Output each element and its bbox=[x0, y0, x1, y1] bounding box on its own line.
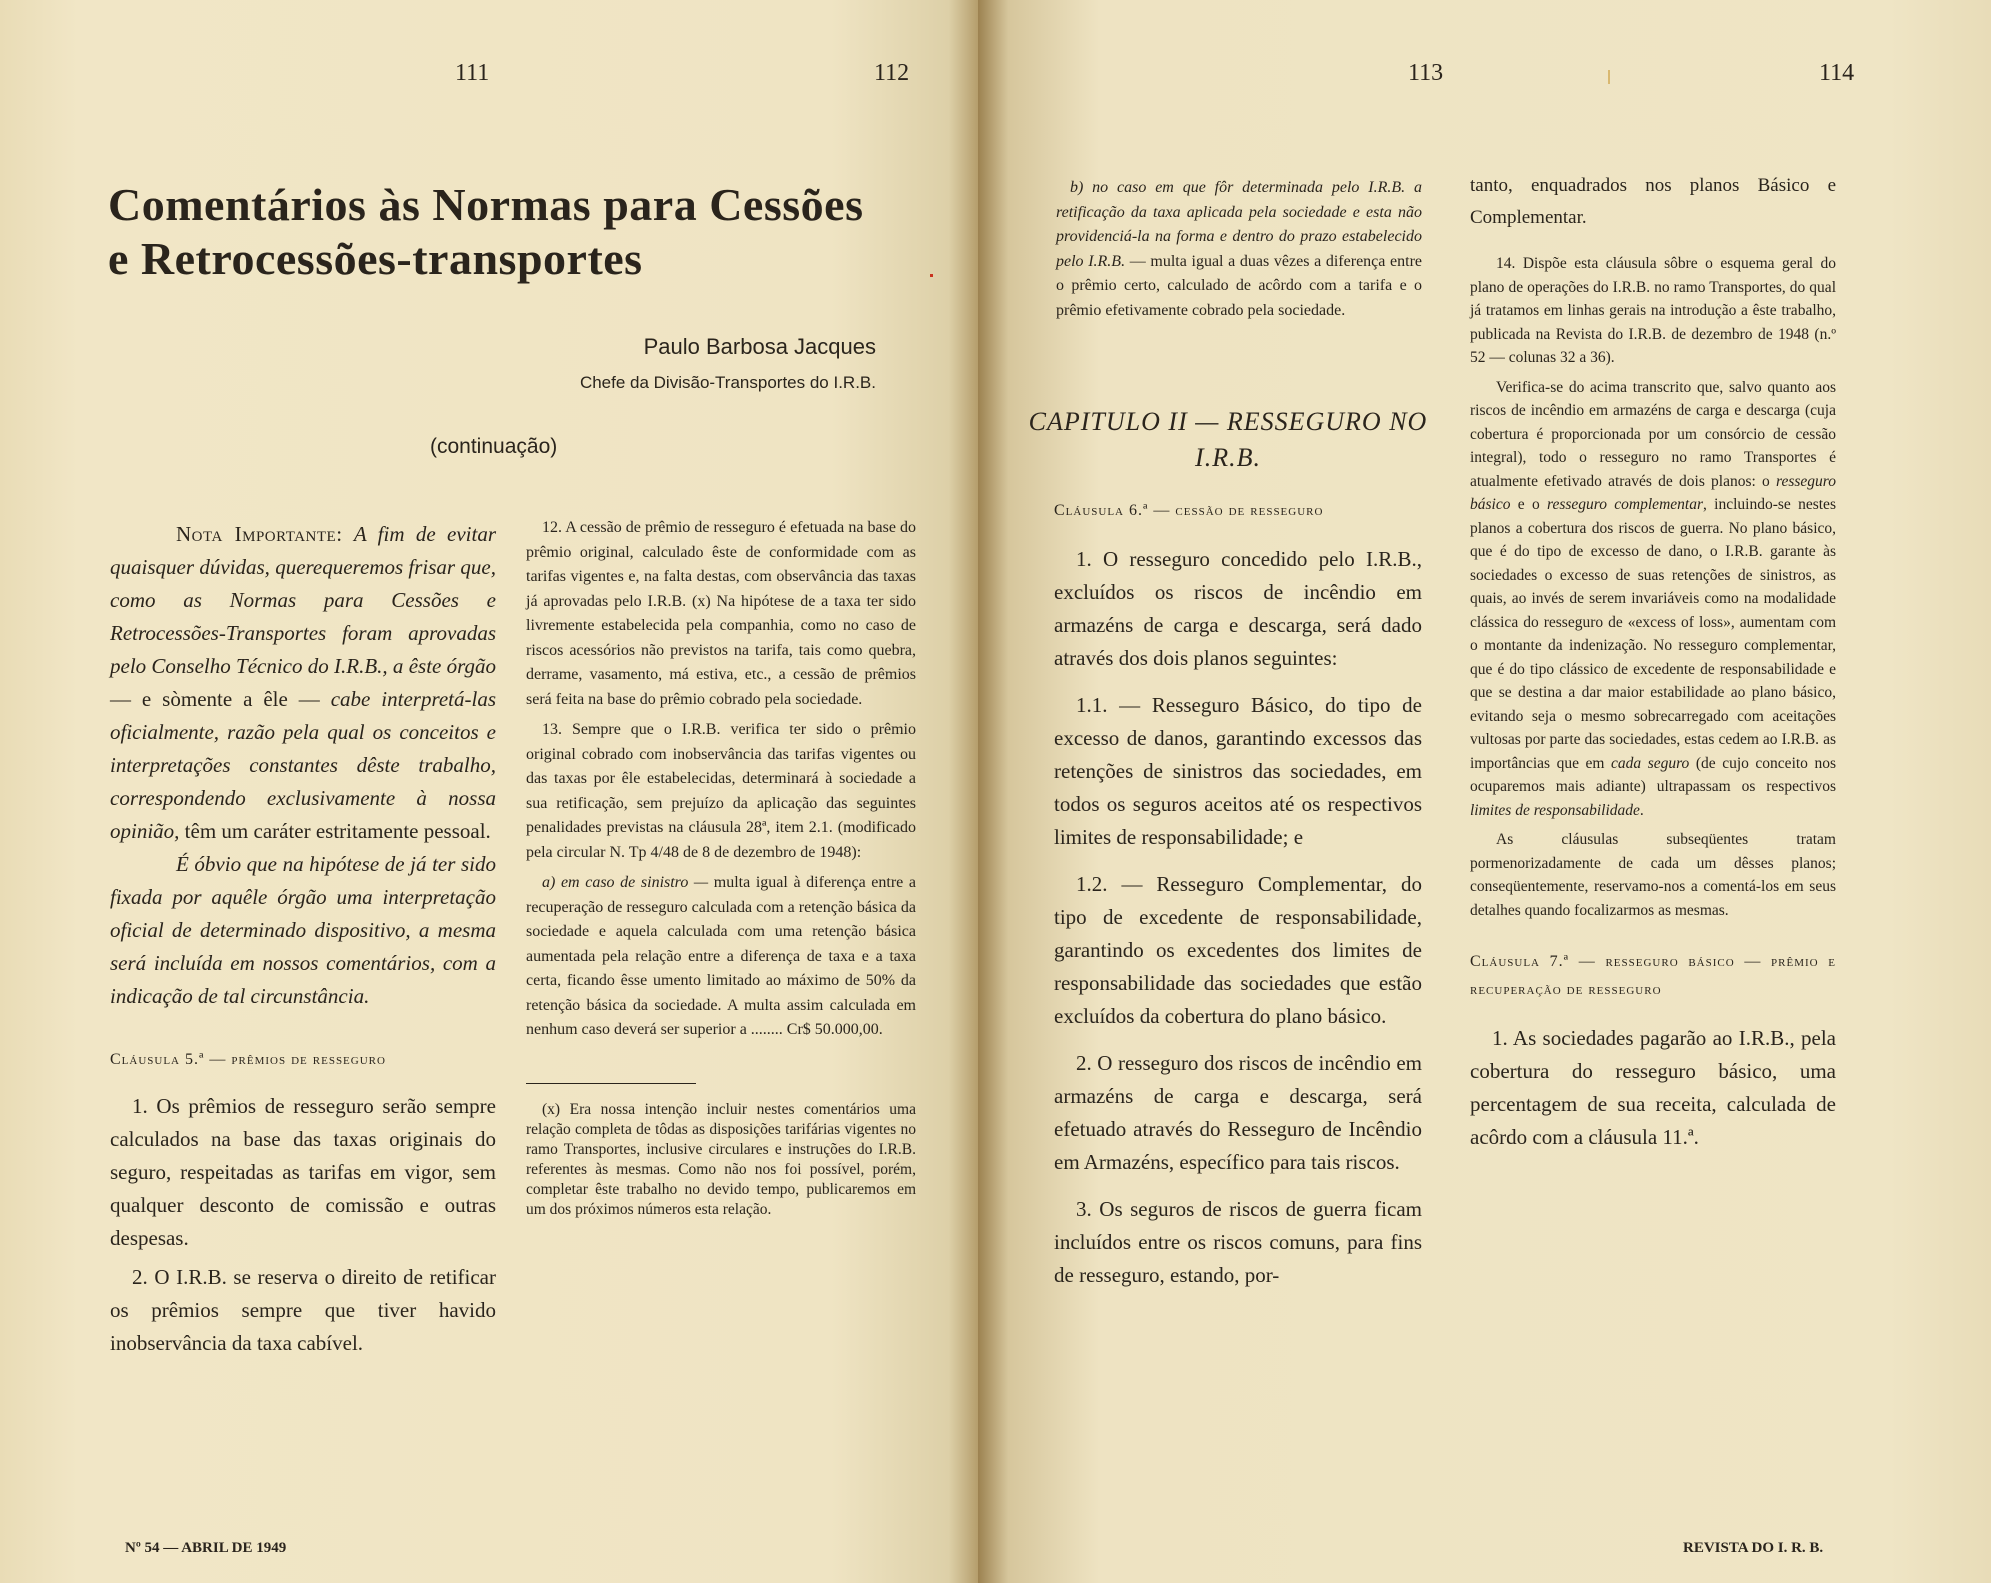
left-column-1 bbox=[110, 518, 496, 1360]
footer-journal: REVISTA DO I. R. B. bbox=[1683, 1540, 1824, 1556]
verifica-paragraph: Verifica-se do acima transcrito que, salvo quanto aos riscos de incêndio em armazéns de carga e descarga (cuja cobertura é proporcionada por um consórcio de cessão integral), todo o resseguro no ramo Transportes é atualmente efetivado através de dois planos: o resseguro básico e o resseguro complementar, incluindo-se nestes planos a cobertura dos riscos de guerra. No plano básico, que é do tipo de excesso de dano, o I.R.B. garante às sociedades o excesso de suas retenções de sinistros, as quais, ao invés de serem invariáveis como na modalidade clássica do resseguro de «excess of loss», aumentam com o montante da indenização. No resseguro complementar, que é do tipo clássico de excedente de responsabilidade e que se destina a dar maior estabilidade ao plano básico, evitando seja o mesmo sobrecarregado com aceitações vultosas por parte das sociedades, estas cedem ao I.R.B. as importâncias que em cada seguro (de cujo conceito nos ocuparemos mais adiante) ultrapassam os respectivos limites de responsabilidade. bbox=[1470, 378, 1837, 819]
left-page bbox=[0, 0, 978, 1583]
clausula-6-para-1-2: 1.2. — Resseguro Complementar, do tipo de excedente de responsabilidade, garantindo os excedentes dos limites de responsabilidade das sociedades que estão excluídos da cobertura do plano básico. bbox=[1054, 872, 1422, 1028]
clausula-6-para-1: 1. O resseguro concedido pelo I.R.B., excluídos os riscos de incêndio em armazéns de carga e descarga, será dado através dos dois planos seguintes: bbox=[1054, 547, 1422, 670]
footnote: (x) Era nossa intenção incluir nestes comentários uma relação completa de tôdas as disposições tarifárias vigentes no ramo Transportes, inclusive circulares e instruções do I.R.B. referentes às mesmas. Como não nos foi possível, porém, completar êste trabalho no devido tempo, publicaremos em um dos próximos números esta relação. bbox=[526, 1100, 916, 1218]
right-page bbox=[978, 0, 1991, 1583]
right-column-1 bbox=[1054, 494, 1422, 1292]
continuation-text: tanto, enquadrados nos planos Básico e Complementar. bbox=[1470, 175, 1836, 228]
page-number-113: 113 bbox=[1408, 60, 1444, 86]
continuation-note: (continuação) bbox=[430, 435, 558, 458]
page-number-112: 112 bbox=[874, 60, 910, 86]
left-column-2 bbox=[526, 516, 916, 1220]
red-mark bbox=[930, 274, 933, 277]
clausula-6-para-1-1: 1.1. — Resseguro Básico, do tipo de excesso de danos, garantindo excessos das retenções de sinistros das sociedades, em todos os seguros aceitos até os respectivos limites de responsabilidade; e bbox=[1054, 693, 1422, 849]
right-column-2 bbox=[1470, 170, 1836, 1154]
clausula-7-heading: Cláusula 7.ª — resseguro básico — prêmio e recuperação de resseguro bbox=[1470, 953, 1836, 998]
obvio-paragraph: É óbvio que na hipótese de já ter sido fixada por aquêle órgão uma interpretação oficial de determinado dispositivo, a mesma será incluída em nossos comentários, com a indicação de tal circunstância. bbox=[110, 852, 496, 1008]
para-13: 13. Sempre que o I.R.B. verifica ter sido o prêmio original cobrado com inobservância das tarifas vigentes ou das taxas por êle estabelecidas, determinará à sociedade a sua retificação, sem prejuízo da aplicação das seguintes penalidades previstas na cláusula 28ª, item 2.1. (modificado pela circular N. Tp 4/48 de 8 de dezembro de 1948): bbox=[526, 721, 916, 861]
nota-importante: Nota Importante: A fim de evitar quaisquer dúvidas, querequeremos frisar que, como as Normas para Cessões e Retrocessões-Transportes foram aprovadas pelo Conselho Técnico do I.R.B., a êste órgão — e sòmente a êle — cabe interpretá-las oficialmente, razão pela qual os conceitos e interpretações constantes dêste trabalho, correspondendo exclusivamente à nossa opinião, têm um caráter estritamente pessoal. bbox=[110, 522, 496, 843]
para-14: 14. Dispõe esta cláusula sôbre o esquema geral do plano de operações do I.R.B. no ramo Transportes, do qual já tratamos em linhas gerais na introdução a êste trabalho, publicada na Revista do I.R.B. de dezembro de 1948 (n.º 52 — colunas 32 a 36). bbox=[1470, 255, 1836, 366]
item-b: b) no caso em que fôr determinada pelo I.R.B. a retificação da taxa aplicada pela sociedade e esta não providenciá-la na forma e dentro do prazo estabelecido pelo I.R.B. — multa igual a duas vêzes a diferença entre o prêmio certo, calculado de acôrdo com a tarifa e o prêmio efetivamente cobrado pela sociedade. bbox=[1056, 179, 1423, 319]
author-role: Chefe da Divisão-Transportes do I.R.B. bbox=[579, 373, 876, 392]
footer-issue: Nº 54 — ABRIL DE 1949 bbox=[125, 1540, 287, 1556]
chapter-heading: CAPITULO II — RESSEGURO NO I.R.B. bbox=[1028, 407, 1428, 472]
author-block bbox=[480, 332, 876, 396]
item-a: a) em caso de sinistro — multa igual à diferença entre a recuperação de resseguro calculada com a retenção básica da sociedade e aquela calculada com uma retenção básica aumentada pela relação entre a diferença de taxa e a taxa certa, ficando êsse umento limitado ao máximo de 50% da retenção básica da sociedade. A multa assim calculada em nenhum caso deverá ser superior a ........ Cr$ 50.000,00. bbox=[526, 874, 917, 1038]
article-title: Comentários às Normas para Cessões e Retrocessões-transportes bbox=[108, 179, 864, 284]
page-number-114: 114 bbox=[1819, 60, 1855, 86]
clausulas-paragraph: As cláusulas subseqüentes tratam pormenorizadamente de cada um dêsses planos; conseqüentemente, reservamo-nos a comentá-los em seus detalhes quando focalizarmos as mesmas. bbox=[1470, 831, 1836, 919]
clausula-5-para-2: 2. O I.R.B. se reserva o direito de retificar os prêmios sempre que tiver havido inobservância da taxa cabível. bbox=[110, 1265, 496, 1355]
nota-label: Nota Importante: bbox=[176, 522, 343, 546]
footnote-divider bbox=[526, 1083, 696, 1084]
author-name: Paulo Barbosa Jacques bbox=[643, 334, 876, 359]
clausula-7-para-1: 1. As sociedades pagarão ao I.R.B., pela cobertura do resseguro básico, uma percentagem de sua receita, calculada de acôrdo com a cláusula 11.ª. bbox=[1470, 1026, 1836, 1149]
page-number-111: 111 bbox=[455, 60, 490, 86]
clausula-5-heading: Cláusula 5.ª — prêmios de resseguro bbox=[110, 1051, 386, 1068]
clausula-5-para-1: 1. Os prêmios de resseguro serão sempre calculados na base das taxas originais do seguro, respeitadas as tarifas em vigor, sem qualquer desconto de comissão e outras despesas. bbox=[110, 1094, 496, 1250]
clausula-6-para-2: 2. O resseguro dos riscos de incêndio em armazéns de carga e descarga, será efetuado através do Resseguro de Incêndio em Armazéns, específico para tais riscos. bbox=[1054, 1051, 1422, 1174]
clausula-6-heading: Cláusula 6.ª — cessão de resseguro bbox=[1054, 502, 1324, 519]
margin-mark bbox=[1608, 70, 1610, 84]
para-12: 12. A cessão de prêmio de resseguro é efetuada na base do prêmio original, calculado êste de conformidade com as tarifas vigentes e, na falta destas, com observância das taxas já aprovadas pelo I.R.B. (x) Na hipótese de a taxa ter sido livremente estabelecida pela companhia, como no caso de riscos acessórios não previstos na tarifa, tais como quebra, derrame, vasamento, má estiva, etc., a cessão de prêmios será feita na base do prêmio cobrado pela sociedade. bbox=[526, 519, 916, 708]
clausula-6-para-3: 3. Os seguros de riscos de guerra ficam incluídos entre os riscos comuns, para fins de resseguro, estando, por- bbox=[1054, 1197, 1422, 1287]
